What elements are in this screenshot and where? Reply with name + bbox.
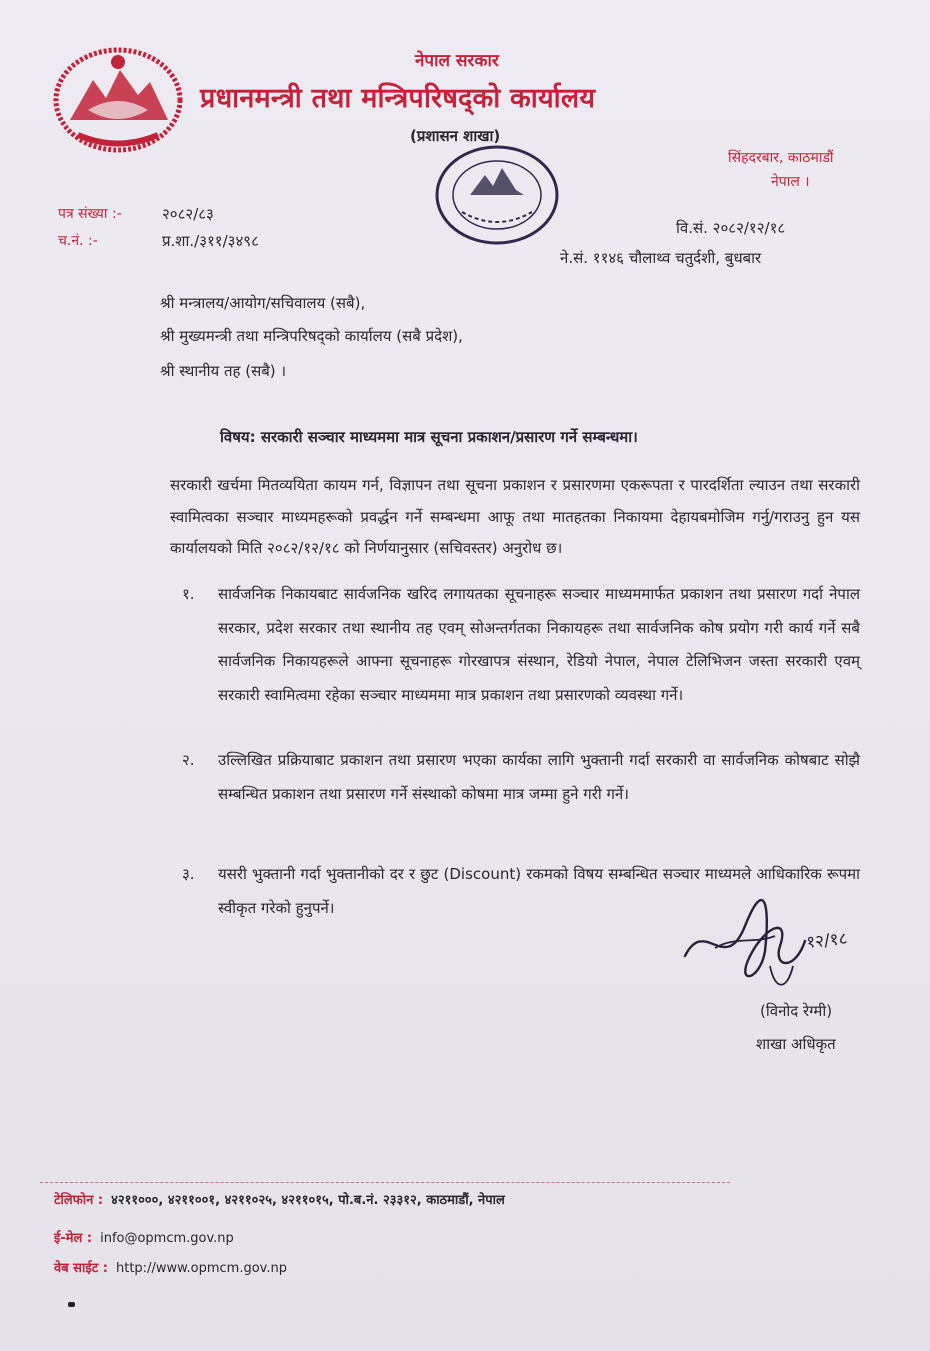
handwritten-signature	[675, 896, 865, 996]
item-number: १.	[182, 585, 195, 603]
item-number: ३.	[182, 865, 195, 883]
location-line-2: नेपाल ।	[771, 174, 810, 190]
letter-subject: विषय: सरकारी सञ्चार माध्यममा मात्र सूचना प्रकाशन/प्रसारण गर्ने सम्बन्धमा।	[220, 428, 638, 446]
footer-divider	[40, 1182, 730, 1183]
branch-name: (प्रशासन शाखा)	[410, 127, 501, 145]
footer-phone	[54, 1190, 505, 1208]
signature-date: १२/१८	[805, 928, 849, 953]
phone-value: ४२११०००, ४२११००१, ४२११०२५, ४२११०१५, पो.ब.नं. २३३१२, काठमाडौं, नेपाल	[111, 1193, 505, 1208]
dispatch-number-label: च.नं. :-	[58, 233, 98, 249]
website-label: वेब साईट :	[54, 1261, 108, 1276]
signatory-title: शाखा अधिकृत	[756, 1035, 836, 1053]
list-item	[182, 744, 860, 811]
location-line-1: सिंहदरबार, काठमाडौं	[728, 150, 834, 166]
letter-number: २०८२/८३	[162, 205, 214, 223]
date-bikram-sambat: वि.सं. २०८२/१२/१८	[676, 219, 786, 237]
office-seal-stamp	[430, 140, 565, 250]
list-item	[182, 578, 860, 712]
government-title: नेपाल सरकार	[415, 51, 499, 71]
addressee-line: श्री मन्त्रालय/आयोग/सचिवालय (सबै),	[160, 294, 366, 312]
date-nepal-sambat: ने.सं. ११४६ चौलाथ्व चतुर्दशी, बुधबार	[560, 249, 762, 267]
website-link[interactable]: http://www.opmcm.gov.np	[116, 1261, 287, 1276]
email-label: ई-मेल :	[54, 1231, 93, 1246]
letter-number-label: पत्र संख्या :-	[58, 206, 122, 222]
phone-label: टेलिफोन :	[54, 1193, 104, 1208]
office-title: प्रधानमन्त्री तथा मन्त्रिपरिषद्को कार्यालय	[200, 83, 596, 114]
item-text: यसरी भुक्तानी गर्दा भुक्तानीको दर र छुट (Discount) रकमको विषय सम्बन्धित सञ्चार माध्यमले आधिकारिक रूपमा स्वीकृत गरेको हुनुपर्ने।	[218, 865, 860, 917]
item-number: २.	[182, 751, 195, 769]
item-text: उल्लिखित प्रक्रियाबाट प्रकाशन तथा प्रसारण भएका कार्यका लागि भुक्तानी गर्दा सरकारी वा सार्वजनिक कोषबाट सोझै सम्बन्धित प्रकाशन तथा प्रसारण गर्ने संस्थाको कोषमा मात्र जम्मा हुने गरी गर्ने।	[218, 751, 860, 803]
item-text: सार्वजनिक निकायबाट सार्वजनिक खरिद लगायतका सूचनाहरू सञ्चार माध्यममार्फत प्रकाशन तथा प्रसारण गर्दा नेपाल सरकार, प्रदेश सरकार तथा स्थानीय तह एवम् सोअन्तर्गतका निकायहरू तथा सार्वजनिक कोष प्रयोग गरी कार्य गर्ने सबै सार्वजनिक निकायहरूले आफ्ना सूचनाहरू गोरखापत्र संस्थान, रेडियो नेपाल, नेपाल टेलिभिजन जस्ता सरकारी एवम् सरकारी स्वामित्वमा रहेका सञ्चार माध्यममा मात्र प्रकाशन तथा प्रसारणको व्यवस्था गर्ने।	[218, 585, 860, 704]
nepal-emblem-icon	[48, 40, 188, 155]
signatory-name: (विनोद रेग्मी)	[760, 1002, 833, 1020]
footer-email	[54, 1228, 234, 1246]
footer-website	[54, 1258, 287, 1276]
addressee-line: श्री स्थानीय तह (सबै) ।	[160, 362, 287, 380]
dispatch-number: प्र.शा./३११/३४९८	[162, 232, 259, 250]
email-value[interactable]: info@opmcm.gov.np	[100, 1231, 234, 1246]
addressee-line: श्री मुख्यमन्त्री तथा मन्त्रिपरिषद्को कार्यालय (सबै प्रदेश),	[160, 327, 463, 345]
body-paragraph: सरकारी खर्चमा मितव्ययिता कायम गर्न, विज्ञापन तथा सूचना प्रकाशन र प्रसारणमा एकरूपता र पारदर्शिता ल्याउन तथा सरकारी स्वामित्वका सञ्चार माध्यमहरूको प्रवर्द्धन गर्ने सम्बन्धमा आफू तथा मातहतका निकायमा देहायबमोजिम गर्नु/गराउनु हुन यस कार्यालयको मिति २०८२/१२/१८ को निर्णयानुसार (सचिवस्तर) अनुरोध छ।	[170, 476, 860, 557]
ink-mark	[68, 1302, 75, 1307]
